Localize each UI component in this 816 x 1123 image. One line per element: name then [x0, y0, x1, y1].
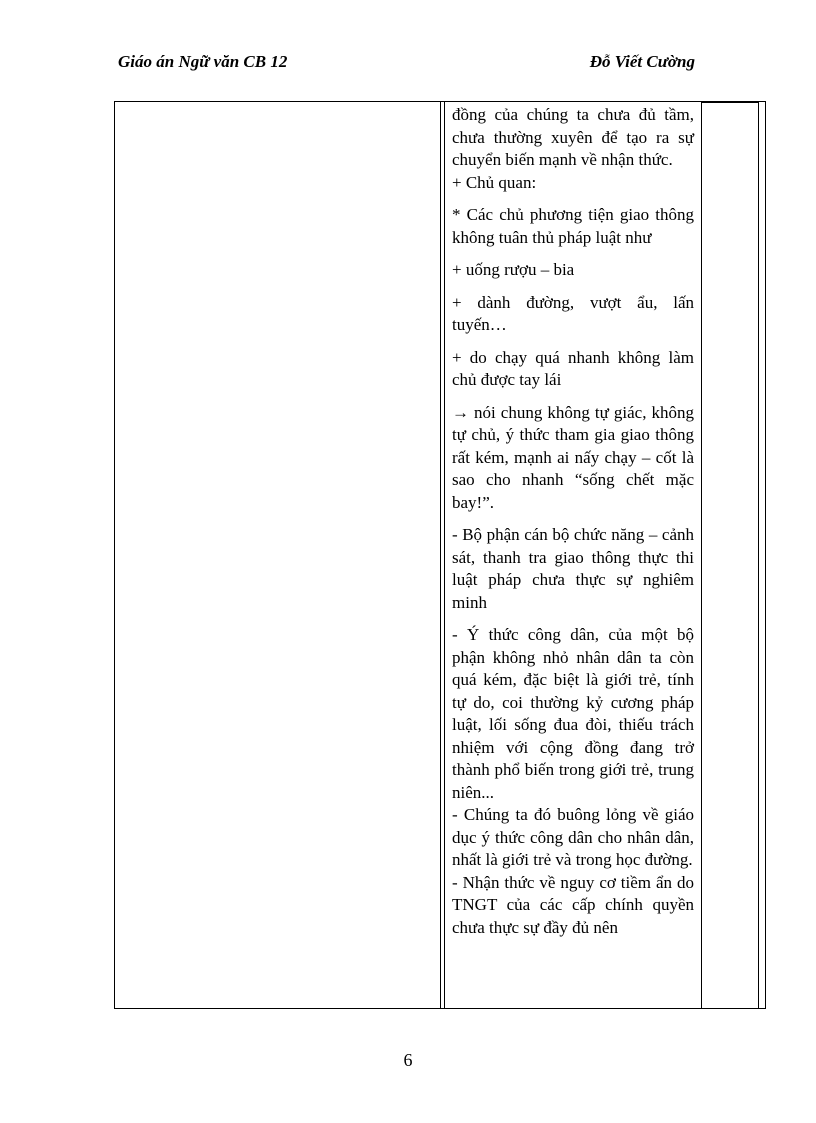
column-divider [701, 101, 702, 1009]
paragraph: + do chạy quá nhanh không làm chủ được tay lái [452, 347, 694, 389]
paragraph: + dành đường, vượt ẩu, lấn tuyến… [452, 292, 694, 334]
column-divider [758, 101, 759, 1009]
column-divider [444, 101, 445, 1009]
page-number: 6 [403, 1050, 413, 1070]
content-column [452, 104, 694, 939]
paragraph: + uống rượu – bia [452, 260, 575, 279]
paragraph: đồng của chúng ta chưa đủ tầm, chưa thường xuyên để tạo ra sự chuyển biến mạnh về nhận thức. [452, 105, 694, 169]
paragraph: → nói chung không tự giác, không tự chủ, ý thức tham gia giao thông rất kém, mạnh ai nấy chạy – cốt là sao cho nhanh “sống chết mặc bay!”. [452, 402, 694, 512]
header-author: Đỗ Viết Cường [589, 52, 695, 71]
cell-top-border [701, 101, 758, 103]
column-divider [440, 101, 441, 1009]
paragraph: + Chủ quan: [452, 172, 537, 192]
header-title: Giáo án Ngữ văn CB 12 [118, 52, 288, 71]
paragraph: * Các chủ phương tiện giao thông không tuân thủ pháp luật như [452, 205, 694, 247]
paragraph: - Chúng ta đó buông lỏng về giáo dục ý thức công dân cho nhân dân, nhất là giới trẻ và trong học đường. [452, 805, 694, 869]
paragraph: - Bộ phận cán bộ chức năng – cảnh sát, thanh tra giao thông thực thi luật pháp chưa thực sự nghiêm minh [452, 525, 694, 612]
paragraph: - Ý thức công dân, của một bộ phận không nhỏ nhân dân ta còn quá kém, đặc biệt là giới trẻ, tính tự do, coi thường kỷ cương pháp luật, lối sống đua đòi, thiếu trách nhiệm với cộng đồng đang trở thành phổ biến trong giới trẻ, trung niên... [452, 625, 694, 802]
paragraph: - Nhận thức về nguy cơ tiềm ẩn do TNGT của các cấp chính quyền chưa thực sự đầy đủ nên [452, 872, 694, 937]
